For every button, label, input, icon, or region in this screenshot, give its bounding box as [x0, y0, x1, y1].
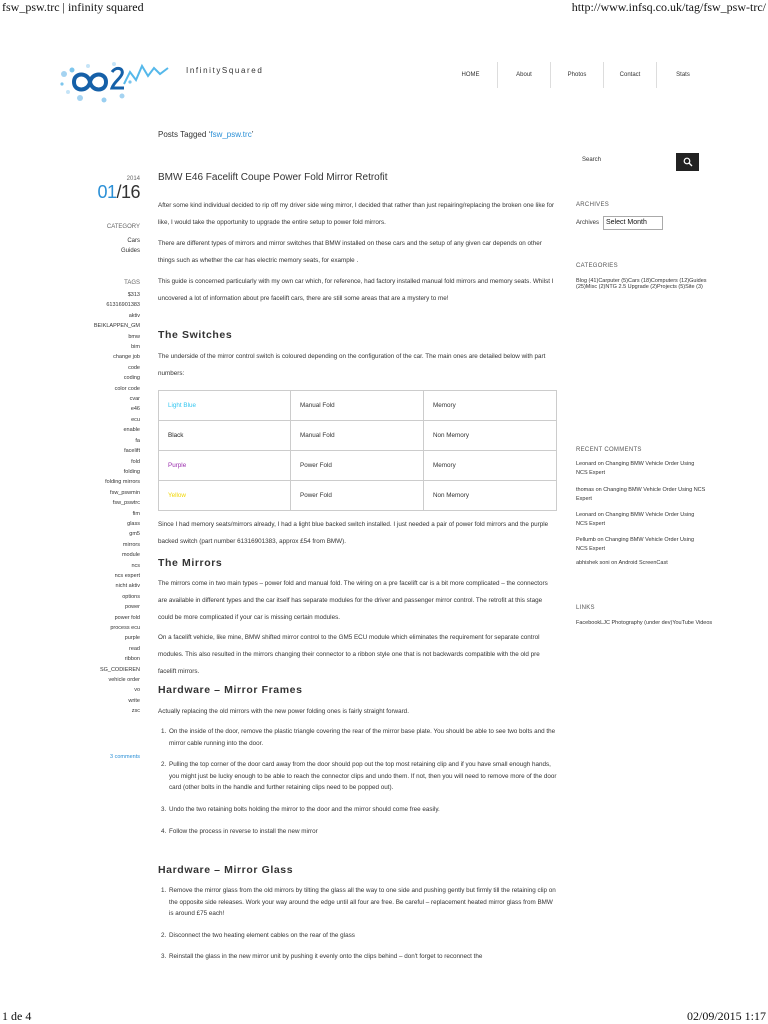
category-list [121, 236, 140, 256]
tag-link[interactable]: fold [131, 458, 140, 465]
fold-type-cell: Power Fold [291, 481, 424, 511]
print-header-title: fsw_psw.trc | infinity squared [2, 0, 144, 14]
tags-heading: TAGS [124, 280, 140, 286]
posts-tagged-heading [158, 130, 253, 139]
nav-photos[interactable]: Photos [550, 62, 603, 88]
memory-type-cell: Non Memory [424, 481, 557, 511]
archives-heading: ARCHIVES [576, 202, 610, 208]
posts-tagged-tag[interactable]: fsw_psw.trc [210, 130, 252, 139]
sidebar-link[interactable]: LJC Photography (under dev) [600, 620, 673, 626]
categories-heading: CATEGORIES [576, 263, 618, 269]
tag-link[interactable]: ribbon [124, 656, 140, 663]
frames-paragraph: Actually replacing the old mirrors with the new power folding ones is fairly straight forward. [158, 708, 409, 715]
tag-link[interactable]: gm5 [129, 531, 140, 538]
table-row [159, 391, 557, 421]
switch-color-cell: Light Blue [159, 391, 291, 421]
tag-link[interactable]: e46 [130, 406, 140, 413]
tag-link[interactable]: 61316901383 [106, 302, 140, 309]
tag-link[interactable]: $313 [127, 292, 140, 298]
frames-heading: Hardware – Mirror Frames [158, 684, 303, 696]
post-title[interactable]: BMW E46 Facelift Coupe Power Fold Mirror Retrofit [158, 172, 388, 183]
magnifier-icon [683, 157, 693, 167]
list-item [158, 930, 558, 942]
memory-type-cell: Non Memory [424, 421, 557, 451]
step-number: 3. [161, 953, 167, 961]
tag-link[interactable]: SG_CODIEREN [99, 666, 140, 673]
tag-link[interactable]: BEIKLAPPEN_GM [93, 323, 140, 330]
tag-link[interactable]: aktiv [128, 312, 140, 319]
glass-heading: Hardware – Mirror Glass [158, 864, 294, 876]
tag-link[interactable]: code [128, 364, 140, 371]
tag-link[interactable]: ncs [131, 562, 140, 569]
tag-link[interactable]: facelift [124, 448, 140, 455]
after-table-paragraph: Since I had memory seats/mirrors already, I had a light blue backed switch installed. I just needed a pair of power fold mirrors and the purple backed switch (part number 61316901383, approx £54 from BMW). [158, 521, 549, 545]
list-item [158, 951, 558, 963]
sidebar-category-link[interactable]: Carputer (5) [598, 278, 628, 284]
site-name: InfinitySquared [186, 66, 264, 75]
step-text: Reinstall the glass in the new mirror unit by pushing it evenly onto the clips behind – don't forget to reconnect the [169, 953, 483, 961]
category-link[interactable]: Cars [127, 238, 140, 244]
tag-link[interactable]: bim [131, 344, 140, 351]
list-item [158, 885, 558, 920]
archive-select-value: Select Month [606, 219, 647, 226]
switch-color-cell: Purple [159, 451, 291, 481]
tag-link[interactable]: fsw_pswtrc [112, 500, 140, 507]
tag-link[interactable]: write [128, 697, 140, 704]
print-footer-date: 02/09/2015 1:17 [686, 1009, 766, 1023]
glass-steps [158, 885, 558, 963]
memory-type-cell: Memory [424, 451, 557, 481]
sidebar-category-link[interactable]: NTG 2.5 Upgrade (2) [605, 284, 658, 290]
step-number: 1. [161, 728, 167, 735]
sidebar-link[interactable]: Facebook [576, 620, 601, 626]
archive-month-select[interactable] [603, 216, 663, 230]
category-link[interactable]: Guides [120, 248, 140, 254]
comments-link[interactable]: 3 comments [110, 754, 140, 760]
table-row [159, 451, 557, 481]
print-footer-page: 1 de 4 [2, 1009, 32, 1023]
tag-link[interactable]: vehicle order [108, 677, 140, 684]
frames-steps [158, 726, 558, 837]
recent-comment-link[interactable]: thomas on Changing BMW Vehicle Order Using NCS Expert [576, 487, 706, 503]
tag-link[interactable]: folding mirrors [105, 479, 140, 486]
tag-link[interactable]: change job [113, 354, 140, 361]
tag-link[interactable]: color code [114, 385, 140, 392]
tag-link[interactable]: enable [123, 427, 140, 434]
tag-link[interactable]: nicht aktiv [115, 583, 140, 590]
tag-link[interactable]: process ecu [110, 625, 140, 631]
table-row [159, 481, 557, 511]
step-number: 2. [161, 931, 167, 939]
print-header-url: http://www.infsq.co.uk/tag/fsw_psw-trc/ [571, 0, 766, 14]
step-text: Follow the process in reverse to install the new mirror [169, 827, 318, 835]
sidebar-category-link[interactable]: Computers (12) [650, 278, 690, 284]
step-text: Pulling the top corner of the door card away from the door should pop out the top most retaining clip and if you have small enough hands, you might just be lucky enough to be able to reach the connector clips and undo them. If not, then you will need to remove more of the door card (other bolts in the handle and further retaining clips need to be popped out). [169, 761, 557, 792]
tag-link[interactable]: module [121, 552, 140, 559]
post-date [97, 182, 140, 203]
post-day: /16 [116, 182, 140, 202]
tag-link[interactable]: power [125, 604, 140, 611]
tag-link[interactable]: fsw_pswmin [110, 489, 140, 496]
tag-link[interactable]: mirrors [122, 541, 140, 548]
switches-paragraph: The underside of the mirror control switch is coloured depending on the configuration of the car. The main ones are detailed below with part numbers: [158, 353, 546, 377]
tag-link[interactable]: cvar [129, 396, 140, 403]
step-text: Undo the two retaining bolts holding the mirror to the door and the mirror should come free easily. [169, 805, 440, 813]
step-number: 4. [161, 827, 167, 835]
sidebar-category-link[interactable]: Projects (5) [657, 284, 686, 290]
archives-label: Archives [576, 220, 600, 226]
tag-link[interactable]: ncs expert [114, 572, 140, 579]
recent-comment-link[interactable]: Pellumb on Changing BMW Vehicle Order Using NCS Expert [576, 537, 695, 553]
intro-paragraph: After some kind individual decided to rip off my driver side wing mirror, I decided that rather than just repairing/replacing the broken one like for like, I would take the opportunity to upgrade the entire setup to power fold mirrors. [158, 202, 555, 226]
switch-color-cell: Yellow [159, 481, 291, 511]
nav-about[interactable]: About [497, 62, 550, 88]
tag-link[interactable]: options [122, 593, 140, 600]
links-list [576, 620, 716, 626]
switches-heading: The Switches [158, 329, 233, 341]
fold-type-cell: Power Fold [291, 451, 424, 481]
step-number: 2. [161, 761, 167, 769]
step-text: On the inside of the door, remove the plastic triangle covering the rear of the mirror base plate. You should be able to see two bolts and the mirror cable running into the door. [169, 728, 556, 747]
search-input[interactable]: Search [582, 157, 602, 163]
search-button[interactable] [676, 153, 699, 171]
fold-type-cell: Manual Fold [291, 391, 424, 421]
tag-link[interactable]: vo [134, 687, 140, 694]
tag-link[interactable]: fa [135, 437, 140, 444]
step-text: Disconnect the two heating element cables on the rear of the glass [169, 931, 355, 939]
mirrors-heading: The Mirrors [158, 557, 223, 569]
recent-comment-link[interactable]: Leonard on Changing BMW Vehicle Order Using NCS Expert [576, 461, 695, 477]
recent-comment-link[interactable]: Leonard on Changing BMW Vehicle Order Using NCS Expert [576, 512, 695, 528]
tags-list [60, 290, 140, 717]
list-item [158, 759, 558, 794]
post-month: 01 [97, 182, 117, 202]
categories-list [576, 278, 716, 290]
step-number: 3. [161, 805, 167, 813]
tag-link[interactable]: power fold [114, 614, 140, 621]
tag-link[interactable]: folding [123, 468, 140, 475]
sidebar-category-link[interactable]: Site (3) [685, 284, 703, 290]
fold-type-cell: Manual Fold [291, 421, 424, 451]
category-heading: CATEGORY [106, 224, 140, 230]
sidebar-category-link[interactable]: Misc (2) [585, 284, 606, 290]
recent-comment-link[interactable]: abhishek soni on Android ScreenCast [576, 560, 668, 566]
sidebar-link[interactable]: YouTube Videos [672, 620, 713, 626]
tag-link[interactable]: bmw [128, 333, 140, 340]
tag-link[interactable]: purple [124, 635, 140, 642]
mirrors-paragraph: On a facelift vehicle, like mine, BMW shifted mirror control to the GM5 ECU module which eliminates the requirement for separate control modules. This also resulted in the mirrors changing their connector to a ribbon style one that is not backwards compatible with the old pre facelift mirrors. [158, 634, 540, 675]
intro-paragraph: There are different types of mirrors and mirror switches that BMW installed on these cars and the setup of any given car depends on other things such as whether the car has electric memory seats, for example . [158, 240, 542, 264]
posts-tagged-suffix: ’ [251, 130, 254, 139]
table-row [159, 421, 557, 451]
posts-tagged-prefix: Posts Tagged ‘ [158, 130, 211, 139]
tag-link[interactable]: coding [123, 375, 140, 382]
tag-link[interactable]: fim [132, 510, 140, 517]
sidebar-category-link[interactable]: Blog (41) [576, 278, 599, 284]
post-year: 2014 [126, 176, 140, 182]
list-item [158, 826, 558, 838]
tag-link[interactable]: ecu [131, 416, 140, 423]
tag-link[interactable]: zsc [131, 708, 140, 715]
tag-link[interactable]: glass [127, 520, 140, 527]
tag-link[interactable]: read [128, 645, 140, 652]
memory-type-cell: Memory [424, 391, 557, 421]
intro-paragraph: This guide is concerned particularly with my own car which, for reference, had factory installed manual fold mirrors and memory seats. Whilst I uncovered a lot of information about pre facelift cars, there are still some areas that are a mystery to me! [158, 278, 554, 302]
switch-table [158, 390, 557, 511]
nav-home[interactable]: HOME [461, 72, 480, 78]
step-number: 1. [161, 887, 167, 894]
nav-contact[interactable]: Contact [603, 62, 656, 88]
links-heading: LINKS [576, 605, 595, 611]
main-nav [444, 62, 709, 88]
list-item [158, 726, 558, 749]
recent-comments-heading: RECENT COMMENTS [576, 447, 642, 453]
step-text: Remove the mirror glass from the old mirrors by tilting the glass all the way to one side and pushing gently but firmly till the retaining clip on the opposite side releases. Work your way around the edge until all four are free. Be careful – replacement heated mirror glass from BMW is around £75 each! [169, 887, 556, 918]
mirrors-paragraph: The mirrors come in two main types – power fold and manual fold. The wiring on a pre facelift car is a bit more complicated – the connectors are available in different types and the car itself has separate modules for the driver and passenger mirror control. The retrofit at this stage could be more complicated if your car is missing certain modules. [158, 580, 548, 621]
nav-stats[interactable]: Stats [656, 62, 709, 88]
list-item [158, 804, 558, 816]
sidebar-category-link[interactable]: Cars (18) [627, 278, 651, 284]
sidebar-category-link[interactable]: Guides (25) [576, 278, 707, 290]
switch-color-cell: Black [159, 421, 291, 451]
